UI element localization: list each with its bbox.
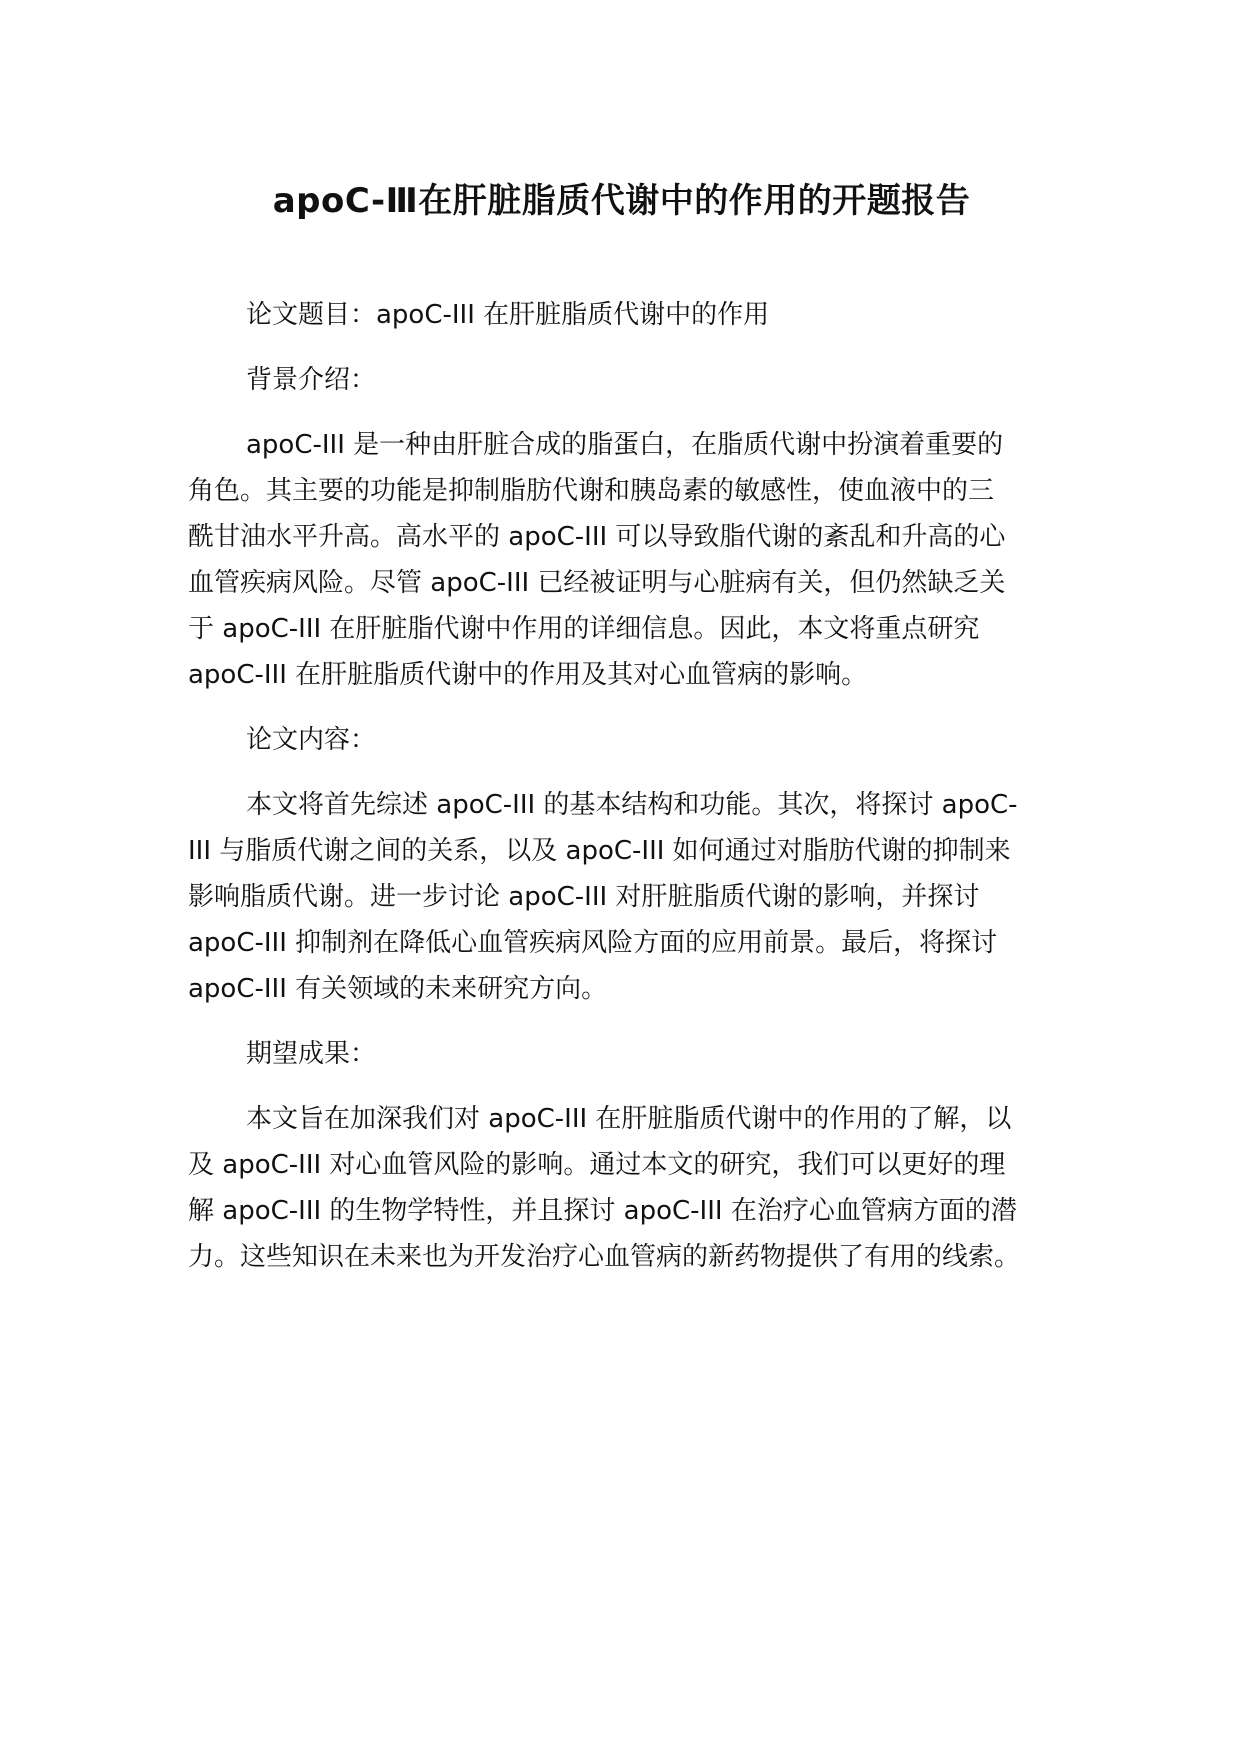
paragraph-line: apoC-III 是一种由肝脏合成的脂蛋白，在脂质代谢中扮演着重要的 xyxy=(246,430,1004,460)
paragraph-line: apoC-III 抑制剂在降低心血管疾病风险方面的应用前景。最后，将探讨 xyxy=(188,928,998,958)
paragraph-line: 本文旨在加深我们对 apoC-III 在肝脏脂质代谢中的作用的了解，以 xyxy=(246,1104,1012,1134)
document-title: apoC-Ⅲ在肝脏脂质代谢中的作用的开题报告 xyxy=(272,181,971,221)
paragraph-line: 解 apoC-III 的生物学特性，并且探讨 apoC-III 在治疗心血管病方面的潜 xyxy=(188,1196,1017,1226)
paragraph-thesis-title xyxy=(188,292,1068,338)
paragraph-line: 本文将首先综述 apoC-III 的基本结构和功能。其次，将探讨 apoC- xyxy=(246,790,1018,820)
heading-background xyxy=(188,357,1068,403)
paragraph-line: 影响脂质代谢。进一步讨论 apoC-III 对肝脏脂质代谢的影响，并探讨 xyxy=(188,882,980,912)
paragraph-line: 及 apoC-III 对心血管风险的影响。通过本文的研究，我们可以更好的理 xyxy=(188,1150,1006,1180)
paragraph-content xyxy=(188,782,1068,1012)
paragraph-line: 角色。其主要的功能是抑制脂肪代谢和胰岛素的敏感性，使血液中的三 xyxy=(188,476,995,506)
paragraph-expected-results xyxy=(188,1096,1068,1280)
paragraph-background xyxy=(188,422,1068,698)
paragraph-line: 背景介绍： xyxy=(246,365,377,395)
paragraph-line: apoC-III 有关领域的未来研究方向。 xyxy=(188,974,608,1004)
heading-content xyxy=(188,717,1068,763)
document-body xyxy=(188,292,1068,1280)
paragraph-line: 力。这些知识在未来也为开发治疗心血管病的新药物提供了有用的线索。 xyxy=(188,1242,1021,1272)
paragraph-line: apoC-III 在肝脏脂质代谢中的作用及其对心血管病的影响。 xyxy=(188,660,868,690)
paragraph-line: 论文内容： xyxy=(246,725,377,755)
paragraph-line: III 与脂质代谢之间的关系，以及 apoC-III 如何通过对脂肪代谢的抑制来 xyxy=(188,836,1011,866)
paragraph-line: 期望成果： xyxy=(246,1039,377,1069)
paragraph-line: 论文题目：apoC-III 在肝脏脂质代谢中的作用 xyxy=(246,300,770,330)
paragraph-line: 于 apoC-III 在肝脏脂代谢中作用的详细信息。因此，本文将重点研究 xyxy=(188,614,980,644)
paragraph-line: 酰甘油水平升高。高水平的 apoC-III 可以导致脂代谢的紊乱和升高的心 xyxy=(188,522,1006,552)
heading-expected-results xyxy=(188,1031,1068,1077)
paragraph-line: 血管疾病风险。尽管 apoC-III 已经被证明与心脏病有关，但仍然缺乏关 xyxy=(188,568,1006,598)
